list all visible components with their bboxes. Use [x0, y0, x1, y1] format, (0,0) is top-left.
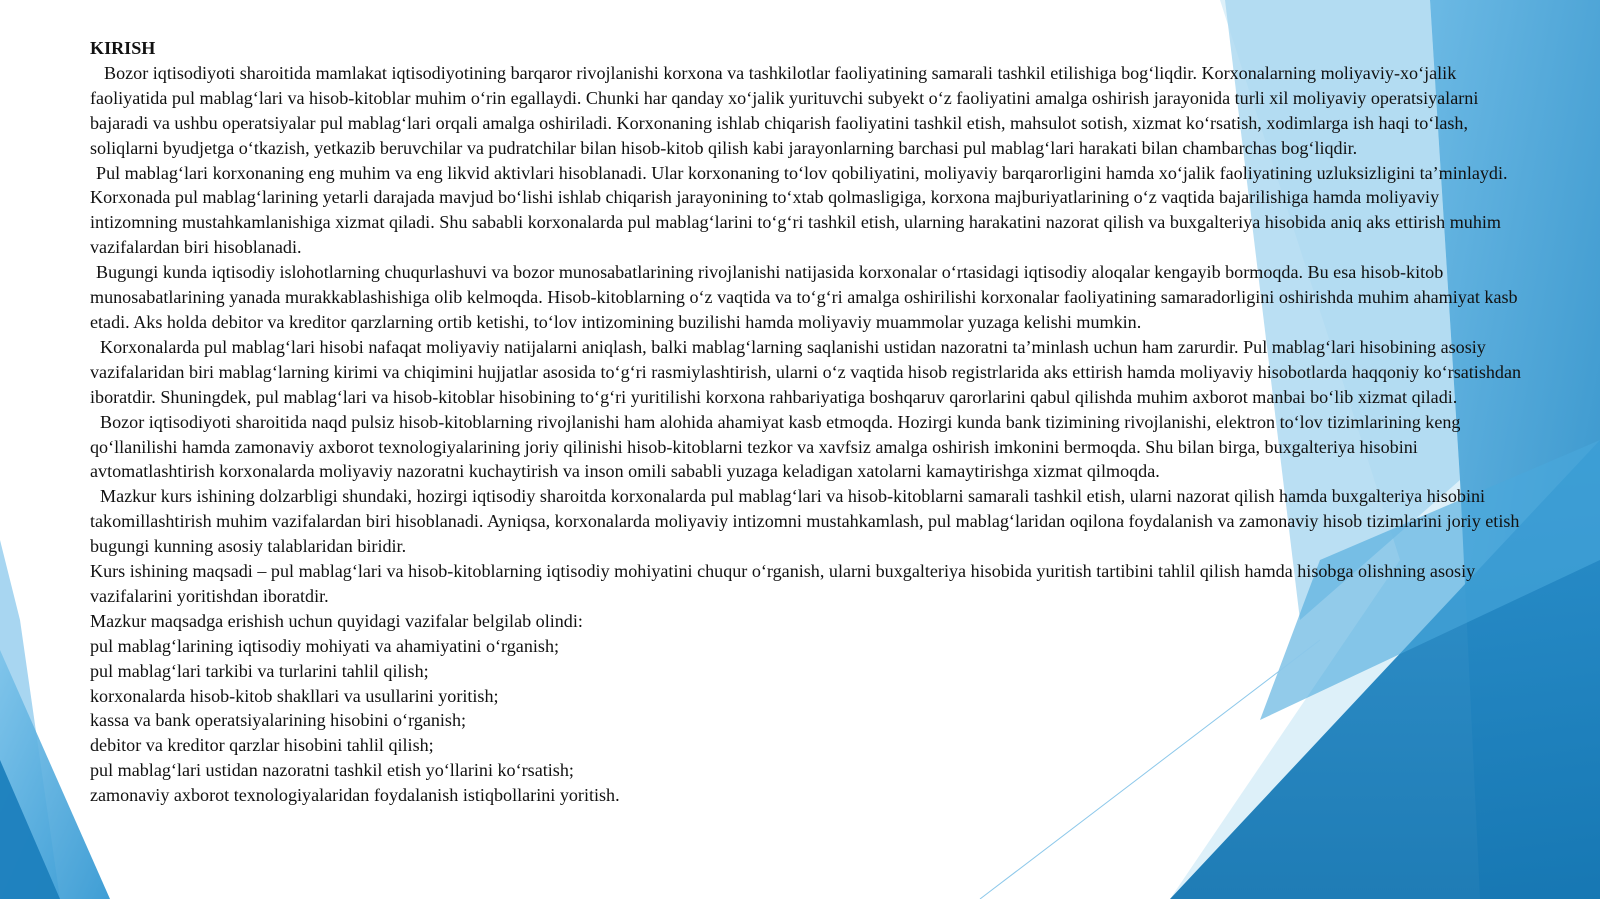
task-item: kassa va bank operatsiyalarining hisobini o‘rganish;	[90, 710, 467, 731]
paragraph-cashless: Bozor iqtisodiyoti sharoitida naqd pulsiz hisob-kitoblarning rivojlanishi ham alohida ahamiyat kasb etmoqda. Hozirgi kunda bank tizimining rivojlanishi, elektron to‘lov tizimlarining keng qo‘llanilishi hamda zamonaviy axborot texnologiyalarining joriy qilinishi hisob-kitoblarni tezkor va xavfsiz amalga oshirish imkonini bermoqda. Shu bilan birga, buxgalteriya hisobini avtomatlashtirish korxonalarda moliyaviy nazoratni kuchaytirish va inson omili sababli yuzaga keladigan xatolarni kamaytirishga xizmat qilmoqda.	[90, 411, 1461, 482]
slide-text-body	[90, 36, 1530, 808]
task-item: pul mablag‘lari tarkibi va turlarini tahlil qilish;	[90, 660, 429, 681]
paragraph-reforms: Bugungi kunda iqtisodiy islohotlarning chuqurlashuvi va bozor munosabatlarining rivojlanishi natijasida korxonalar o‘rtasidagi iqtisodiy aloqalar kengayib bormoqda. Bu esa hisob-kitob munosabatlarining yanada murakkablashishiga olib kelmoqda. Hisob-kitoblarning o‘z vaqtida va to‘g‘ri amalga oshirilishi korxonalar faoliyatining samaradorligini oshirishda muhim ahamiyat kasb etadi. Aks holda debitor va kreditor qarzlarning ortib ketishi, to‘lov intizomining buzilishi hamda moliyaviy muammolar yuzaga kelishi mumkin.	[90, 262, 1518, 332]
task-item: pul mablag‘lari ustidan nazoratni tashkil etish yo‘llarini ko‘rsatish;	[90, 760, 574, 781]
task-item: debitor va kreditor qarzlar hisobini tahlil qilish;	[90, 735, 434, 756]
task-item: zamonaviy axborot texnologiyalaridan foydalanish istiqbollarini yoritish.	[90, 785, 620, 806]
paragraph-intro: Bozor iqtisodiyoti sharoitida mamlakat iqtisodiyotining barqaror rivojlanishi korxona va tashkilotlar faoliyatining samarali tashkil etilishiga bog‘liqdir. Korxonalarning moliyaviy-xo‘jalik faoliyatida pul mablag‘lari va hisob-kitoblar muhim o‘rin egallaydi. Chunki har qanday xo‘jalik yurituvchi subyekt o‘z faoliyatini amalga oshirish jarayonida turli xil moliyaviy operatsiyalarni bajaradi va ushbu operatsiyalar pul mablag‘lari orqali amalga oshiriladi. Korxonaning ishlab chiqarish faoliyatini tashkil etish, mahsulot sotish, xizmat ko‘rsatish, xodimlarga ish haqi to‘lash, soliqlarni byudjetga o‘tkazish, yetkazib beruvchilar va pudratchilar bilan hisob-kitob qilish kabi jarayonlarning barchasi pul mablag‘lari harakati bilan chambarchas bog‘liqdir.	[90, 62, 1479, 158]
paragraph-goal: Kurs ishining maqsadi – pul mablag‘lari va hisob-kitoblarning iqtisodiy mohiyatini chuqur o‘rganish, ularni buxgalteriya hisobida yuritish tartibini tahlil qilish hamda hisobga olishning asosiy vazifalarini yoritishdan iboratdir.	[90, 561, 1476, 606]
paragraph-liquid-assets: Pul mablag‘lari korxonaning eng muhim va eng likvid aktivlari hisoblanadi. Ular korxonaning to‘lov qobiliyatini, moliyaviy barqarorligini hamda xo‘jalik faoliyatining uzluksizligini ta’minlaydi. Korxonada pul mablag‘larining yetarli darajada mavjud bo‘lishi ishlab chiqarish jarayonining to‘xtab qolmasligiga, korxona majburiyatlarining o‘z vaqtida bajarilishiga hamda moliyaviy intizomning mustahkamlanishiga xizmat qiladi. Shu sababli korxonalarda pul mablag‘larini to‘g‘ri tashkil etish, ularning harakatini nazorat qilish va buxgalteriya hisobida aniq aks ettirish muhim vazifalardan biri hisoblanadi.	[90, 162, 1508, 258]
task-item: pul mablag‘larining iqtisodiy mohiyati va ahamiyatini o‘rganish;	[90, 635, 560, 656]
paragraph-tasks-intro: Mazkur maqsadga erishish uchun quyidagi vazifalar belgilab olindi:	[90, 610, 583, 631]
task-item: korxonalarda hisob-kitob shakllari va usullarini yoritish;	[90, 685, 499, 706]
slide-title: KIRISH	[90, 38, 156, 58]
paragraph-accounting-tasks: Korxonalarda pul mablag‘lari hisobi nafaqat moliyaviy natijalarni aniqlash, balki mablag‘larning saqlanishi ustidan nazoratni ta’minlash uchun ham zarurdir. Pul mablag‘lari hisobining asosiy vazifalaridan biri mablag‘larning kirimi va chiqimini hujjatlar asosida to‘g‘ri rasmiylashtirish, ularni o‘z vaqtida hisob registrlarida aks ettirish hamda moliyaviy hisobotlarda haqqoniy ko‘rsatishdan iboratdir. Shuningdek, pul mablag‘lari va hisob-kitoblar hisobining to‘g‘ri yuritilishi korxona rahbariyatiga boshqaruv qarorlarini qabul qilishda muhim axborot manbai bo‘lib xizmat qiladi.	[90, 336, 1522, 407]
paragraph-relevance: Mazkur kurs ishining dolzarbligi shundaki, hozirgi iqtisodiy sharoitda korxonalarda pul mablag‘lari va hisob-kitoblarni samarali tashkil etish, ularni nazorat qilish hamda buxgalteriya hisobini takomillashtirish muhim vazifalardan biri hisoblanadi. Ayniqsa, korxonalarda moliyaviy intizomni mustahkamlash, pul mablag‘laridan oqilona foydalanish va zamonaviy hisob tizimlarini joriy etish bugungi kunning asosiy talablaridan biridir.	[90, 486, 1520, 557]
